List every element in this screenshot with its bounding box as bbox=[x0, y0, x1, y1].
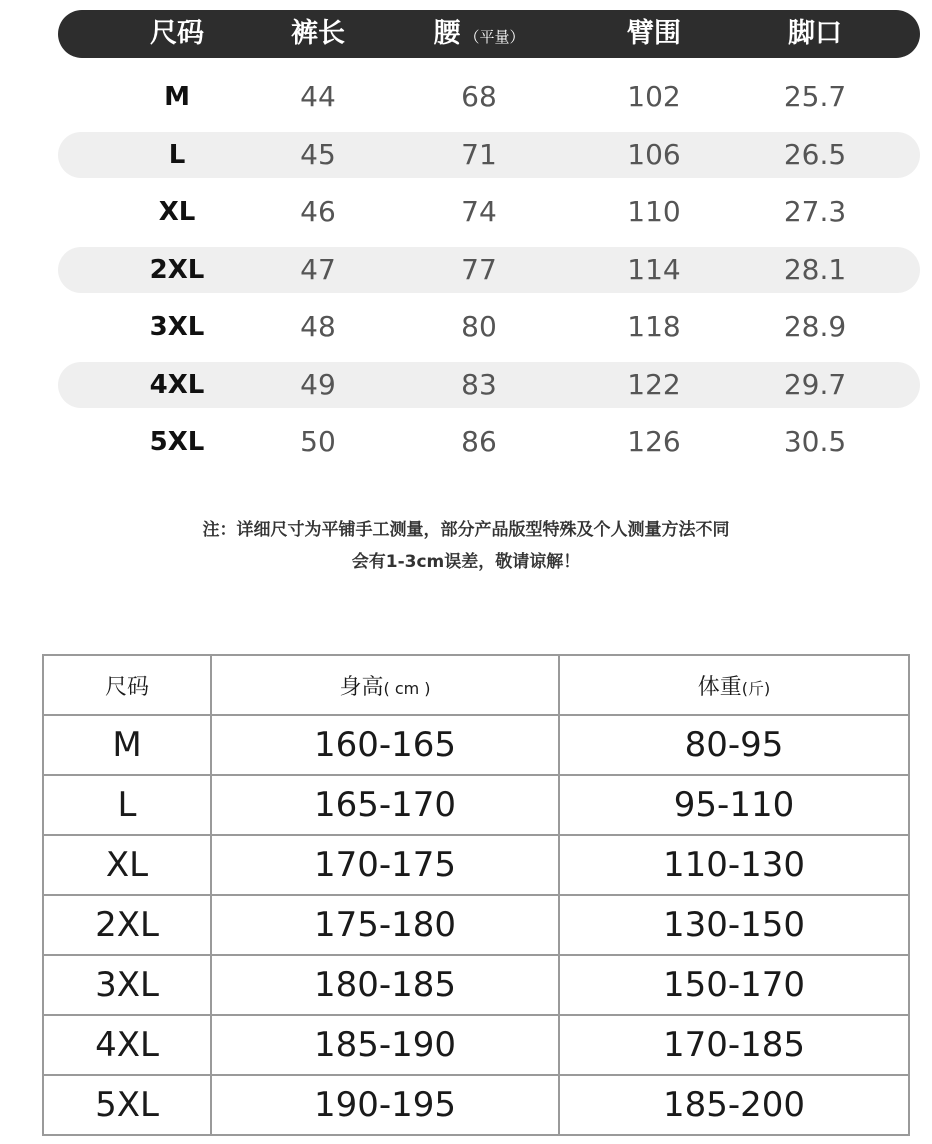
header-weight-unit: (斤) bbox=[741, 678, 771, 698]
table-row bbox=[43, 1015, 909, 1075]
size-cell: 3XL bbox=[43, 955, 211, 1015]
header-thigh: 臂围 bbox=[627, 18, 681, 49]
weight-cell: 95-110 bbox=[559, 775, 909, 835]
waist-cell: 77 bbox=[461, 252, 497, 286]
table-row bbox=[58, 189, 920, 235]
header-height bbox=[211, 655, 559, 715]
header-waist bbox=[433, 10, 524, 58]
size-chart-table bbox=[58, 10, 920, 477]
header-size: 尺码 bbox=[150, 18, 204, 49]
thigh-cell: 106 bbox=[627, 137, 681, 171]
header-length: 裤长 bbox=[291, 18, 345, 49]
size-cell: M bbox=[43, 715, 211, 775]
height-cell: 165-170 bbox=[211, 775, 559, 835]
length-cell: 45 bbox=[300, 137, 336, 171]
thigh-cell: 102 bbox=[627, 80, 681, 113]
length-cell: 46 bbox=[300, 195, 336, 228]
size-cell: 2XL bbox=[149, 254, 205, 285]
table-row bbox=[58, 247, 920, 293]
waist-cell: 86 bbox=[461, 425, 497, 458]
size-cell: 2XL bbox=[43, 895, 211, 955]
thigh-cell: 114 bbox=[627, 252, 681, 286]
height-cell: 190-195 bbox=[211, 1075, 559, 1135]
fit-recommendation-table bbox=[42, 654, 910, 1136]
table-row bbox=[43, 1075, 909, 1135]
thigh-cell: 110 bbox=[627, 195, 681, 228]
table-row bbox=[43, 775, 909, 835]
length-cell: 50 bbox=[300, 425, 336, 458]
waist-cell: 74 bbox=[461, 195, 497, 228]
header-weight-label: 体重 bbox=[697, 674, 742, 700]
table-row bbox=[58, 74, 920, 120]
size-cell: L bbox=[168, 139, 186, 170]
table-row bbox=[58, 362, 920, 408]
table-row bbox=[43, 955, 909, 1015]
length-cell: 49 bbox=[300, 367, 336, 401]
weight-cell: 80-95 bbox=[559, 715, 909, 775]
length-cell: 44 bbox=[300, 80, 336, 113]
table-row bbox=[58, 304, 920, 350]
table-row bbox=[58, 132, 920, 178]
waist-cell: 68 bbox=[461, 80, 497, 113]
waist-cell: 80 bbox=[461, 310, 497, 343]
header-hem: 脚口 bbox=[788, 18, 842, 49]
hem-cell: 25.7 bbox=[783, 80, 847, 113]
measurement-note bbox=[0, 514, 932, 578]
waist-cell: 71 bbox=[461, 137, 497, 171]
size-cell: 5XL bbox=[149, 427, 205, 457]
size-cell: XL bbox=[43, 835, 211, 895]
size-cell: L bbox=[43, 775, 211, 835]
height-cell: 160-165 bbox=[211, 715, 559, 775]
length-cell: 47 bbox=[300, 252, 336, 286]
size-cell: 4XL bbox=[43, 1015, 211, 1075]
hem-cell: 27.3 bbox=[783, 195, 847, 228]
weight-cell: 130-150 bbox=[559, 895, 909, 955]
table-row bbox=[43, 835, 909, 895]
hem-cell: 28.1 bbox=[783, 252, 847, 286]
thigh-cell: 118 bbox=[627, 310, 681, 343]
table-row bbox=[43, 715, 909, 775]
weight-cell: 170-185 bbox=[559, 1015, 909, 1075]
size-cell: XL bbox=[158, 197, 196, 227]
hem-cell: 28.9 bbox=[783, 310, 847, 343]
weight-cell: 110-130 bbox=[559, 835, 909, 895]
header-waist-label: 腰 bbox=[433, 18, 461, 49]
waist-cell: 83 bbox=[461, 367, 497, 401]
weight-cell: 150-170 bbox=[559, 955, 909, 1015]
hem-cell: 29.7 bbox=[783, 367, 847, 401]
size-cell: M bbox=[164, 82, 190, 112]
header-weight bbox=[559, 655, 909, 715]
size-chart-body bbox=[58, 74, 920, 465]
header-waist-note: （平量） bbox=[464, 28, 525, 46]
height-cell: 170-175 bbox=[211, 835, 559, 895]
length-cell: 48 bbox=[300, 310, 336, 343]
hem-cell: 26.5 bbox=[783, 137, 847, 171]
note-line-2: 会有1-3cm误差，敬请谅解！ bbox=[351, 552, 581, 572]
weight-cell: 185-200 bbox=[559, 1075, 909, 1135]
table-row bbox=[43, 895, 909, 955]
fit-table-header bbox=[43, 655, 909, 715]
size-cell: 5XL bbox=[43, 1075, 211, 1135]
height-cell: 180-185 bbox=[211, 955, 559, 1015]
header-height-unit: ( cm ) bbox=[383, 678, 431, 698]
size-chart-header bbox=[58, 10, 920, 58]
thigh-cell: 122 bbox=[627, 367, 681, 401]
header-height-label: 身高 bbox=[339, 674, 384, 700]
size-cell: 4XL bbox=[149, 369, 205, 400]
height-cell: 175-180 bbox=[211, 895, 559, 955]
thigh-cell: 126 bbox=[627, 425, 681, 458]
header-size: 尺码 bbox=[43, 655, 211, 715]
note-line-1: 注：详细尺寸为平铺手工测量，部分产品版型特殊及个人测量方法不同 bbox=[202, 520, 730, 540]
size-cell: 3XL bbox=[149, 312, 205, 342]
table-row bbox=[58, 419, 920, 465]
hem-cell: 30.5 bbox=[783, 425, 847, 458]
height-cell: 185-190 bbox=[211, 1015, 559, 1075]
